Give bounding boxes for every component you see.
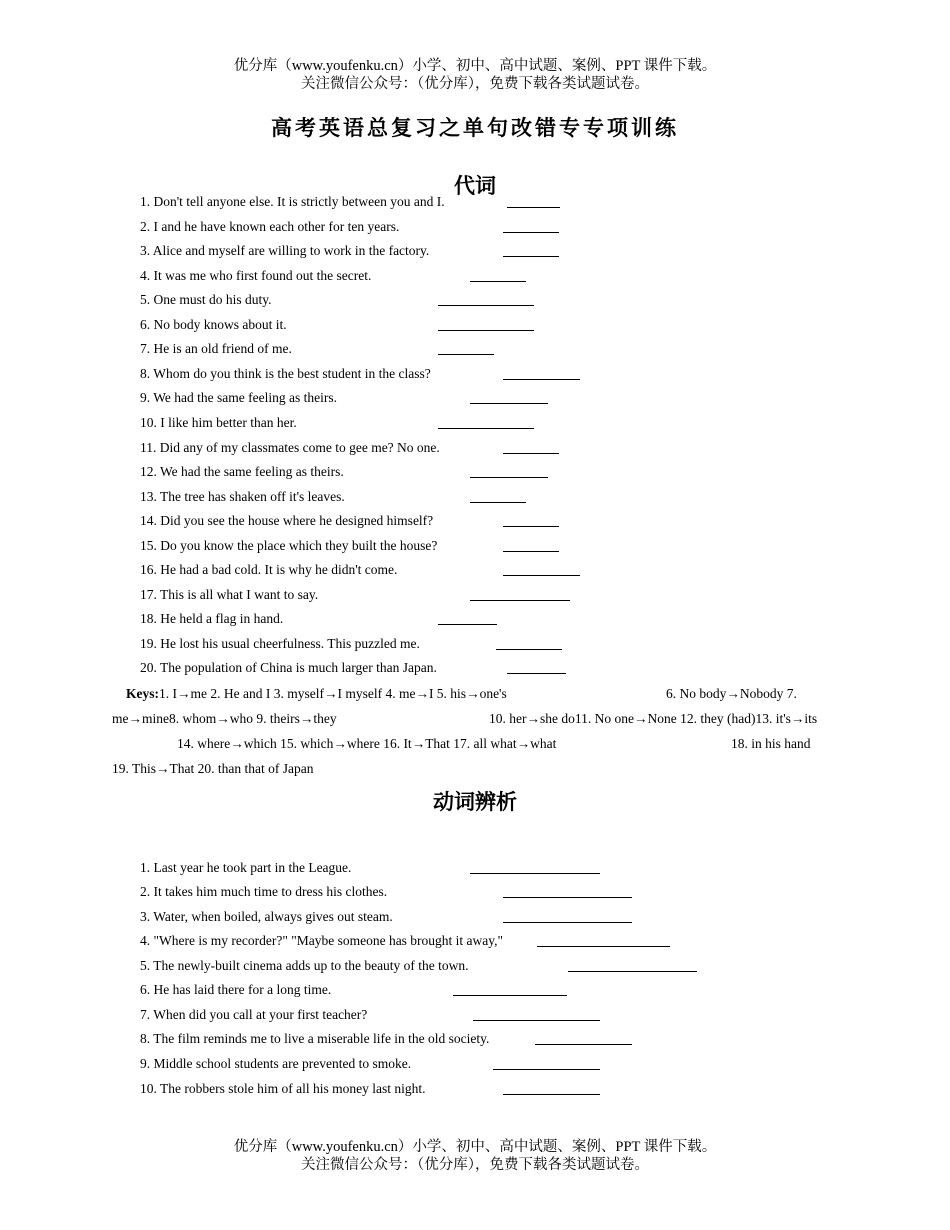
list-item: 10. I like him better than her. <box>140 415 297 430</box>
list-item: 4. It was me who first found out the secret. <box>140 268 372 283</box>
section-heading-verbs: 动词辨析 <box>433 790 517 814</box>
answer-blank[interactable] <box>503 453 559 454</box>
list-item: 3. Alice and myself are willing to work in the factory. <box>140 243 430 258</box>
answer-blank[interactable] <box>470 600 570 601</box>
answer-blank[interactable] <box>438 305 534 306</box>
list-item: 11. Did any of my classmates come to gee me? No one. <box>140 440 440 455</box>
list-item: 8. Whom do you think is the best student in the class? <box>140 366 431 381</box>
list-item: 19. He lost his usual cheerfulness. This puzzled me. <box>140 636 420 651</box>
footer-line-2: 关注微信公众号：（优分库），免费下载各类试题试卷。 <box>301 1157 649 1173</box>
answer-blank[interactable] <box>438 624 497 625</box>
answer-blank[interactable] <box>507 673 566 674</box>
answer-blank[interactable] <box>568 971 697 972</box>
list-item: 14. Did you see the house where he designed himself? <box>140 513 434 528</box>
answer-blank[interactable] <box>503 897 632 898</box>
answer-blank[interactable] <box>503 575 580 576</box>
answer-blank[interactable] <box>537 946 670 947</box>
answer-blank[interactable] <box>473 1020 600 1021</box>
list-item: 9. Middle school students are prevented to smoke. <box>140 1056 412 1071</box>
header-line-1: 优分库（www.youfenku.cn）小学、初中、高中试题、案例、PPT 课件下载。 <box>233 58 717 74</box>
page-title: 高考英语总复习之单句改错专专项训练 <box>271 116 679 140</box>
answer-blank[interactable] <box>470 281 526 282</box>
section-heading-pronouns: 代词 <box>454 174 496 198</box>
list-item: 1. Don't tell anyone else. It is strictly between you and I. <box>140 194 445 209</box>
keys-label: Keys: <box>126 686 159 701</box>
header-line-2: 关注微信公众号：（优分库），免费下载各类试题试卷。 <box>301 76 649 92</box>
list-item: 8. The film reminds me to live a miserable life in the old society. <box>140 1031 490 1046</box>
list-item: 7. He is an old friend of me. <box>140 341 292 356</box>
list-item: 17. This is all what I want to say. <box>140 587 319 602</box>
answer-keys-row-1b: 6. No body→Nobody 7. <box>666 686 797 701</box>
answer-blank[interactable] <box>503 922 632 923</box>
list-item: 13. The tree has shaken off it's leaves. <box>140 489 345 504</box>
answer-keys-row-2: me→mine8. whom→who 9. theirs→they <box>112 711 337 726</box>
answer-blank[interactable] <box>503 1094 600 1095</box>
list-item: 5. The newly-built cinema adds up to the beauty of the town. <box>140 958 469 973</box>
list-item: 6. He has laid there for a long time. <box>140 982 332 997</box>
answer-blank[interactable] <box>503 379 580 380</box>
list-item: 7. When did you call at your first teacher? <box>140 1007 368 1022</box>
list-item: 10. The robbers stole him of all his money last night. <box>140 1081 426 1096</box>
answer-blank[interactable] <box>470 873 600 874</box>
answer-blank[interactable] <box>470 502 526 503</box>
answer-blank[interactable] <box>503 232 559 233</box>
answer-blank[interactable] <box>535 1044 632 1045</box>
list-item: 5. One must do his duty. <box>140 292 272 307</box>
list-item: 16. He had a bad cold. It is why he didn't come. <box>140 562 398 577</box>
list-item: 9. We had the same feeling as theirs. <box>140 390 337 405</box>
list-item: 4. "Where is my recorder?" "Maybe someone has brought it away," <box>140 933 504 948</box>
list-item: 12. We had the same feeling as theirs. <box>140 464 344 479</box>
footer-line-1: 优分库（www.youfenku.cn）小学、初中、高中试题、案例、PPT 课件下载。 <box>233 1139 717 1155</box>
answer-blank[interactable] <box>438 354 494 355</box>
answer-blank[interactable] <box>496 649 562 650</box>
answer-keys-row-1 <box>126 685 507 703</box>
answer-blank[interactable] <box>438 428 534 429</box>
keys-text: 1. I→me 2. He and I 3. myself→I myself 4. me→I 5. his→one's <box>159 686 507 701</box>
answer-keys-row-2b: 10. her→she do11. No one→None 12. they (had)13. it's→its <box>489 711 818 726</box>
answer-blank[interactable] <box>470 403 548 404</box>
list-item: 3. Water, when boiled, always gives out steam. <box>140 909 393 924</box>
list-item: 20. The population of China is much larger than Japan. <box>140 660 437 675</box>
list-item: 2. I and he have known each other for ten years. <box>140 219 400 234</box>
answer-blank[interactable] <box>503 551 559 552</box>
list-item: 1. Last year he took part in the League. <box>140 860 352 875</box>
answer-blank[interactable] <box>453 995 567 996</box>
answer-blank[interactable] <box>507 207 560 208</box>
list-item: 18. He held a flag in hand. <box>140 611 284 626</box>
answer-keys-row-4: 19. This→That 20. than that of Japan <box>112 761 314 776</box>
answer-blank[interactable] <box>503 526 559 527</box>
list-item: 2. It takes him much time to dress his clothes. <box>140 884 388 899</box>
answer-blank[interactable] <box>503 256 559 257</box>
answer-keys-row-3: 14. where→which 15. which→where 16. It→That 17. all what→what <box>177 736 557 751</box>
answer-blank[interactable] <box>493 1069 600 1070</box>
list-item: 15. Do you know the place which they built the house? <box>140 538 438 553</box>
list-item: 6. No body knows about it. <box>140 317 287 332</box>
answer-blank[interactable] <box>470 477 548 478</box>
answer-blank[interactable] <box>438 330 534 331</box>
answer-keys-row-3b: 18. in his hand <box>731 736 811 751</box>
